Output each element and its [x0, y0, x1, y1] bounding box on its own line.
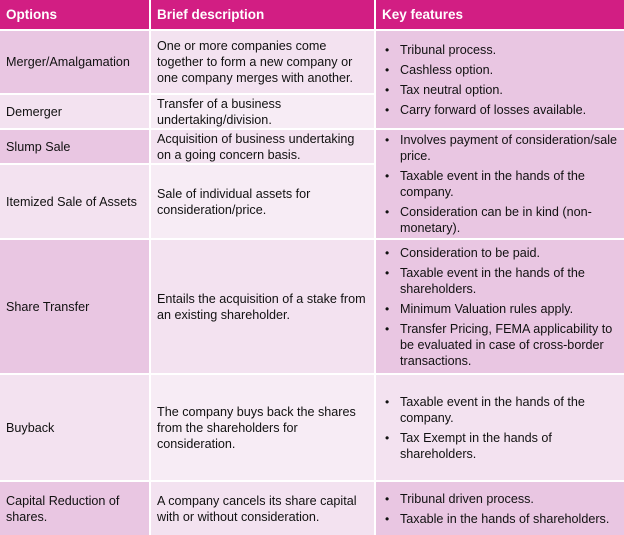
list-item: • Cashless option.: [382, 62, 620, 78]
features-share-transfer: [376, 240, 624, 375]
list-item: • Tax neutral option.: [382, 82, 620, 98]
header-options: Options: [0, 0, 151, 31]
description-capital-reduction: A company cancels its share capital with or without consideration.: [151, 482, 376, 535]
option-itemized-sale: Itemized Sale of Assets: [0, 165, 151, 240]
list-item: • Taxable event in the hands of the company.: [382, 168, 620, 200]
list-item: • Minimum Valuation rules apply.: [382, 301, 620, 317]
description-demerger: Transfer of a business undertaking/division.: [151, 95, 376, 130]
option-merger: Merger/Amalgamation: [0, 31, 151, 95]
list-item: • Transfer Pricing, FEMA applicability to be evaluated in case of cross-border transactions.: [382, 321, 620, 369]
header-brief-description: Brief description: [151, 0, 376, 31]
description-buyback: The company buys back the shares from the shareholders for consideration.: [151, 375, 376, 482]
list-item: • Involves payment of consideration/sale price.: [382, 132, 620, 164]
bullet-icon: •: [385, 245, 390, 260]
bullet-icon: •: [385, 301, 390, 316]
option-buyback: Buyback: [0, 375, 151, 482]
description-slump-sale: Acquisition of business undertaking on a going concern basis.: [151, 130, 376, 165]
option-share-transfer: Share Transfer: [0, 240, 151, 375]
bullet-icon: •: [385, 430, 390, 445]
description-itemized-sale: Sale of individual assets for consideration/price.: [151, 165, 376, 240]
bullet-icon: •: [385, 169, 390, 183]
bullet-icon: •: [385, 133, 390, 147]
bullet-icon: •: [385, 62, 390, 77]
list-item: • Taxable in the hands of shareholders.: [382, 511, 620, 527]
bullet-icon: •: [385, 394, 390, 409]
features-merger-demerger: [376, 31, 624, 130]
features-slump-itemized: [376, 130, 624, 240]
list-item: • Consideration to be paid.: [382, 245, 620, 261]
list-item: • Carry forward of losses available.: [382, 102, 620, 118]
option-demerger: Demerger: [0, 95, 151, 130]
features-capital-reduction: [376, 482, 624, 535]
list-item: • Taxable event in the hands of the company.: [382, 394, 620, 426]
bullet-icon: •: [385, 42, 390, 57]
list-item: • Consideration can be in kind (non-monetary).: [382, 204, 620, 236]
option-slump-sale: Slump Sale: [0, 130, 151, 165]
description-share-transfer: Entails the acquisition of a stake from an existing shareholder.: [151, 240, 376, 375]
option-capital-reduction: Capital Reduction of shares.: [0, 482, 151, 535]
list-item: • Tribunal process.: [382, 42, 620, 58]
list-item: • Tribunal driven process.: [382, 491, 620, 507]
bullet-icon: •: [385, 82, 390, 97]
description-merger: One or more companies come together to form a new company or one company merges with another.: [151, 31, 376, 95]
bullet-icon: •: [385, 205, 390, 219]
list-item: • Taxable event in the hands of the shareholders.: [382, 265, 620, 297]
list-item: • Tax Exempt in the hands of shareholders.: [382, 430, 620, 462]
header-key-features: Key features: [376, 0, 624, 31]
bullet-icon: •: [385, 265, 390, 280]
bullet-icon: •: [385, 321, 390, 336]
bullet-icon: •: [385, 102, 390, 117]
features-buyback: [376, 375, 624, 482]
bullet-icon: •: [385, 491, 390, 506]
bullet-icon: •: [385, 511, 390, 526]
